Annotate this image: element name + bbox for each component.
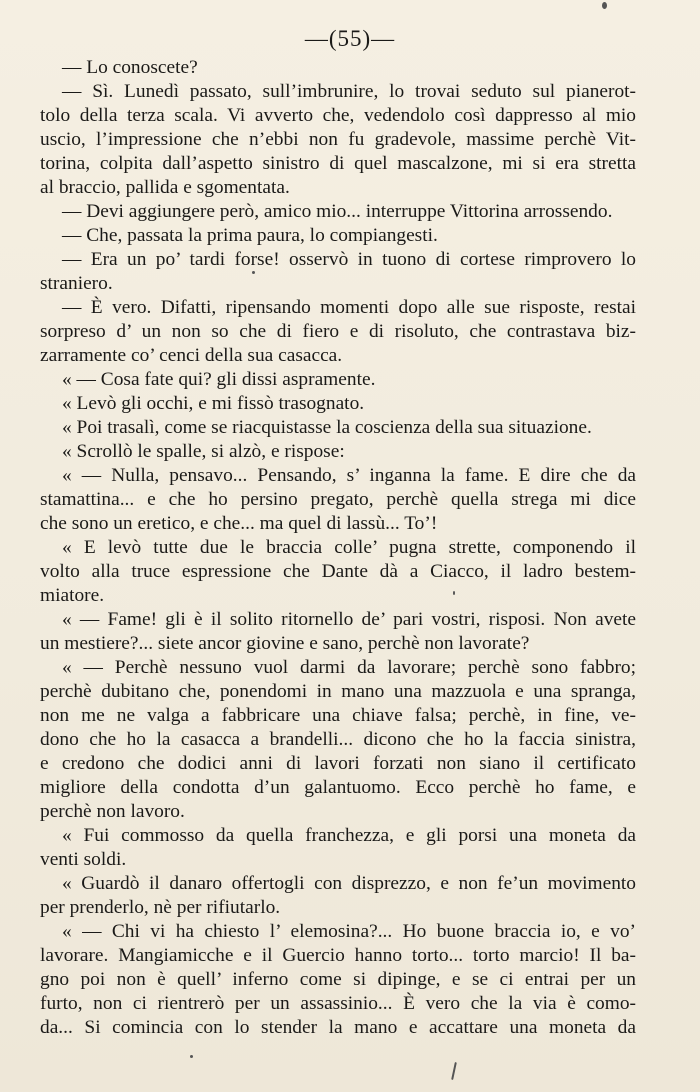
text-line: « Poi trasalì, come se riacquistasse la coscienza della sua situazione. [62,417,592,438]
ink-speck [602,2,607,9]
text-line: lavorare. Mangiamicche e il Guercio hanno torto... torto marcio! Il ba- [40,945,636,966]
text-line: venti soldi. [40,849,127,870]
text-line: dono che ho la casacca a brandelli... dicono che ho la faccia sinistra, [40,729,636,750]
text-line: — Lo conoscete? [62,57,198,78]
text-line: « — Cosa fate qui? gli dissi aspramente. [62,369,376,390]
ink-speck [190,1055,193,1058]
text-line: « Fui commosso da quella franchezza, e gli porsi una moneta da [62,825,636,846]
text-line: da... Si comincia con lo stender la mano e accattare una moneta da [40,1017,636,1038]
text-line: « — Chi vi ha chiesto l’ elemosina?... Ho buone braccia io, e vo’ [62,921,636,942]
text-line: zarramente co’ cenci della sua casacca. [40,345,343,366]
text-line: furto, non ci rientrerò per un assassinio... È vero che la via è como- [40,993,636,1014]
text-line: « — Fame! gli è il solito ritornello de’ pari vostri, risposi. Non avete [62,609,636,630]
body-text [40,56,636,1040]
text-line: — Sì. Lunedì passato, sull’imbrunire, lo trovai seduto sul pianerot- [62,81,636,102]
text-line: « — Nulla, pensavo... Pensando, s’ inganna la fame. E dire che da [62,465,636,486]
text-line: — Devi aggiungere però, amico mio... interruppe Vittorina arrossendo. [62,201,613,222]
text-line: straniero. [40,273,113,294]
text-line: — Era un po’ tardi forse! osservò in tuono di cortese rimprovero lo [62,249,636,270]
text-line: stamattina... e che ho persino pregato, perchè quella strega mi dice [40,489,636,510]
text-line: « E levò tutte due le braccia colle’ pugna strette, componendo il [62,537,636,558]
text-line: « Scrollò le spalle, si alzò, e rispose: [62,441,345,462]
text-line: sorpreso d’ un non so che di fiero e di risoluto, che contrastava biz- [40,321,636,342]
text-line: uscio, l’impressione che n’ebbi non fu gradevole, massime perchè Vit- [40,129,636,150]
text-line: tolo della terza scala. Vi avverto che, vedendolo così dappresso al mio [40,105,636,126]
text-line: « Guardò il danaro offertogli con disprezzo, e non fe’un movimento [62,873,636,894]
text-line: perchè non lavoro. [40,801,185,822]
text-line: migliore della condotta d’un galantuomo. Ecco perchè ho fame, e [40,777,636,798]
page-number: —(55)— [304,26,396,51]
text-line: — È vero. Difatti, ripensando momenti dopo alle sue risposte, restai [62,297,636,318]
text-line: miatore. [40,585,105,606]
text-line: e credono che dodici anni di lavori forzati non siano il certificato [40,753,636,774]
text-line: — Che, passata la prima paura, lo compiangesti. [62,225,438,246]
text-line: « Levò gli occhi, e mi fissò trasognato. [62,393,365,414]
text-line: non me ne valga a fabbricare una chiave falsa; perchè, in fine, ve- [40,705,636,726]
text-line: gno poi non è quell’ inferno come si dipinge, e se ci entrai per un [40,969,636,990]
text-line: al braccio, pallida e sgomentata. [40,177,290,198]
ink-speck [451,1062,457,1080]
text-line: volto alla truce espressione che Dante dà a Ciacco, il ladro bestem- [40,561,636,582]
text-line: « — Perchè nessuno vuol darmi da lavorare; perchè sono fabbro; [62,657,636,678]
ink-speck [252,271,255,274]
text-line: un mestiere?... siete ancor giovine e sano, perchè non lavorate? [40,633,530,654]
text-line: perchè dubitano che, ponendomi in mano una mazzuola e una spranga, [40,681,636,702]
text-line: torina, colpita dall’aspetto sinistro di quel mascalzone, mi si era stretta [40,153,636,174]
text-line: che sono un eretico, e che... ma quel di lassù... To’! [40,513,438,534]
ink-speck [453,591,455,595]
text-line: per prenderlo, nè per rifiutarlo. [40,897,281,918]
